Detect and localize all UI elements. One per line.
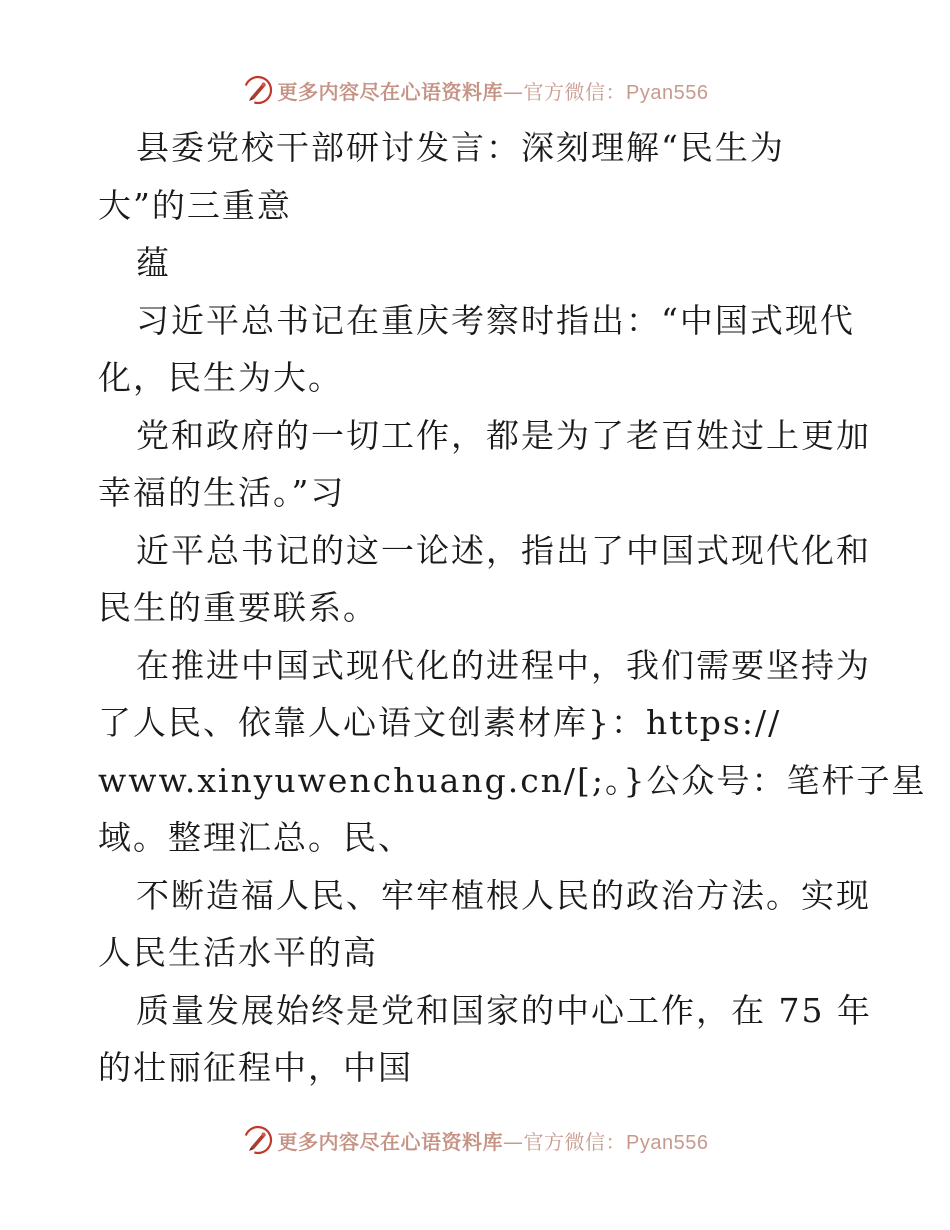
paragraph-line: 域。整理汇总。民、 — [98, 818, 413, 857]
paragraph-line: 近平总书记的这一论述，指出了中国式现代化和 — [136, 530, 871, 570]
paragraph-line: 人民生活水平的高 — [98, 933, 378, 972]
paragraph-line: 的壮丽征程中，中国 — [98, 1048, 413, 1087]
paragraph-line: 不断造福人民、牢牢植根人民的政治方法。实现 — [136, 875, 871, 915]
title-line-1: 县委党校干部研讨发言：深刻理解“民生为 — [136, 128, 785, 167]
paragraph-line: 幸福的生活。”习 — [98, 473, 346, 512]
quill-logo-icon — [242, 1124, 274, 1156]
banner-dash: — — [503, 79, 524, 104]
quill-logo-icon — [242, 74, 274, 106]
paragraph-line: 民生的重要联系。 — [98, 588, 378, 627]
banner-wechat-label: 官方微信： — [523, 79, 627, 104]
banner-wechat-label: 官方微信： — [523, 1129, 627, 1154]
paragraph-line: 质量发展始终是党和国家的中心工作，在 75 年 — [136, 990, 872, 1030]
paragraph-line: 习近平总书记在重庆考察时指出：“中国式现代 — [136, 300, 855, 340]
paragraph-line: 化，民生为大。 — [98, 358, 343, 397]
banner-title: 更多内容尽在心语资料库 — [277, 1129, 504, 1154]
paragraph-line: 在推进中国式现代化的进程中，我们需要坚持为 — [136, 645, 871, 685]
title-line-2: 大”的三重意 — [98, 185, 292, 225]
header-banner — [0, 70, 950, 110]
banner-dash: — — [503, 1129, 524, 1154]
footer-banner — [0, 1120, 950, 1160]
paragraph-line: www.xinyuwenchuang.cn/[;。}公众号：笔杆子星 — [98, 760, 927, 800]
document-body — [98, 119, 927, 1097]
banner-wechat-id: Pyan556 — [626, 81, 709, 104]
paragraph-line: 了人民、依靠人心语文创素材库}：https:// — [98, 703, 782, 742]
banner-wechat-id: Pyan556 — [626, 1131, 709, 1154]
title-line-3: 蕴 — [136, 243, 171, 282]
paragraph-line: 党和政府的一切工作，都是为了老百姓过上更加 — [136, 415, 871, 455]
banner-title: 更多内容尽在心语资料库 — [277, 79, 504, 104]
